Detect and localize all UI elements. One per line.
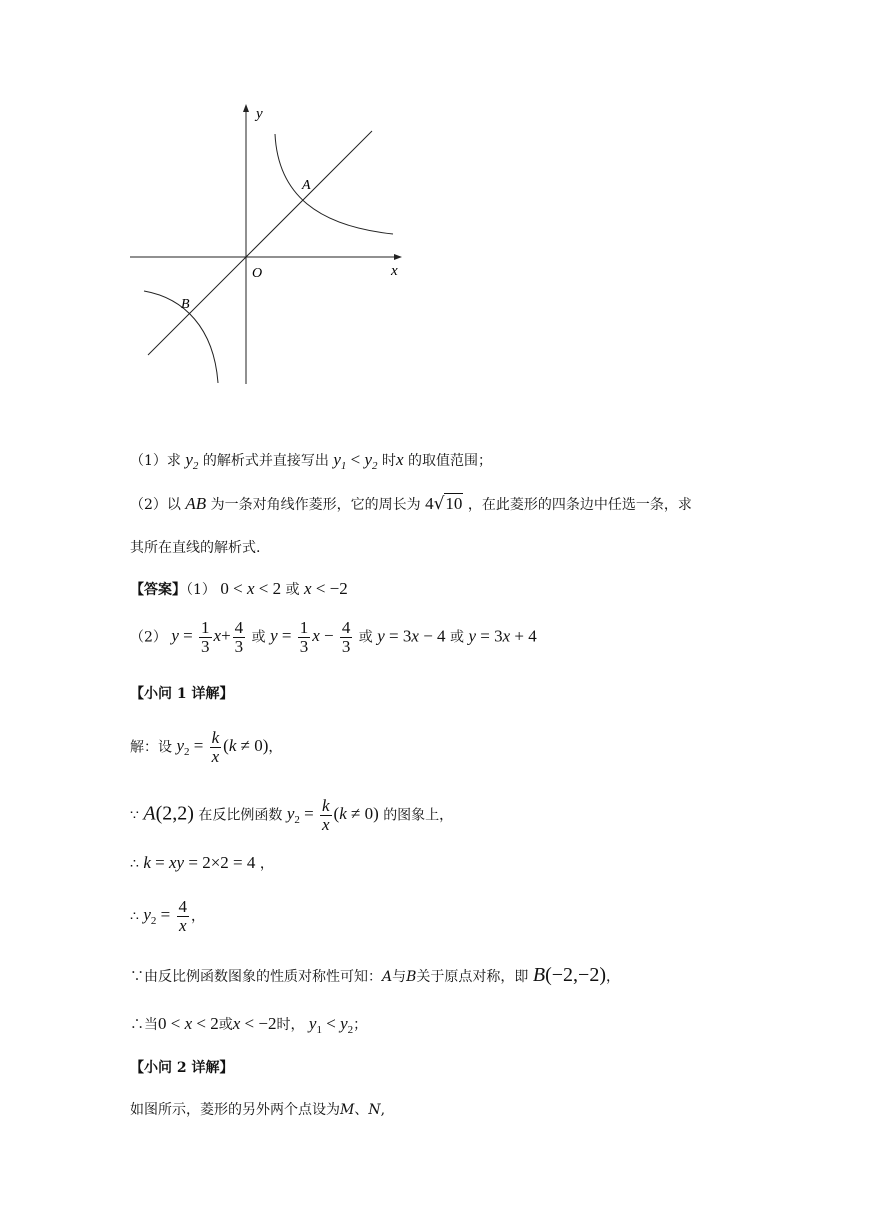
question-2-cont: 其所在直线的解析式. — [130, 540, 261, 556]
question-1: （1）求 $y_2$ 的解析式并直接写出 $y_1 < y_2$ 时x 的取值范围； — [130, 450, 492, 472]
origin-label: O — [252, 266, 263, 281]
detail-1-line-4: ∴ $y_2$ = $\frac{4}{x}$ ， — [130, 897, 206, 935]
detail-2-line-1: 如图所示，菱形的另外两个点设为M、N, — [130, 1102, 386, 1118]
detail-1-line-3: ∴ k = xy = 2×2 = 4 ， — [130, 853, 274, 872]
perimeter-value: 4√10 — [425, 494, 463, 514]
hyperbola-branch-first-quadrant — [275, 134, 393, 234]
detail-1-line-6: ∴当0 < x < 2或x < −2时， $y_1 < y_2$； — [130, 1014, 368, 1036]
question-2: （2）以 AB 为一条对角线作菱形，它的周长为 4√10 ，在此菱形的四条边中任选一条，求 — [130, 494, 692, 514]
point-a-label: A — [302, 178, 311, 193]
answer-1: 【答案】（1） 0 < x < 2 或 x < −2 — [130, 579, 348, 598]
point-b-label: B — [181, 297, 190, 312]
answer-2: （2） y = $\frac{1}{3}$ x+ $\frac{4}{3}$ 或 y = $\frac{1}{3}$ x − $\frac{4}{3}$ 或 y = 3x − 4 或 y = 3x + 4 — [130, 618, 537, 656]
coordinate-graph — [128, 100, 408, 390]
y-axis-label: y — [256, 106, 263, 122]
detail-2-heading: 【小问 2 详解】 — [130, 1060, 234, 1076]
y-axis-arrow — [243, 104, 249, 112]
detail-1-heading: 【小问 1 详解】 — [130, 686, 234, 702]
line-y1 — [148, 131, 372, 355]
x-axis-label: x — [391, 263, 398, 279]
detail-1-line-5: ∵由反比例函数图象的性质对称性可知：A与B关于原点对称，即 B(−2,−2)， — [130, 964, 620, 986]
x-axis-arrow — [394, 254, 402, 260]
detail-1-line-2: ∵ A(2,2) 在反比例函数 $y_2$ = $\frac{k}{x}$ (k ≠ 0) 的图象上， — [130, 796, 454, 834]
detail-1-line-1: 解：设 $y_2$ = $\frac{k}{x}$ (k ≠ 0)， — [130, 728, 283, 766]
